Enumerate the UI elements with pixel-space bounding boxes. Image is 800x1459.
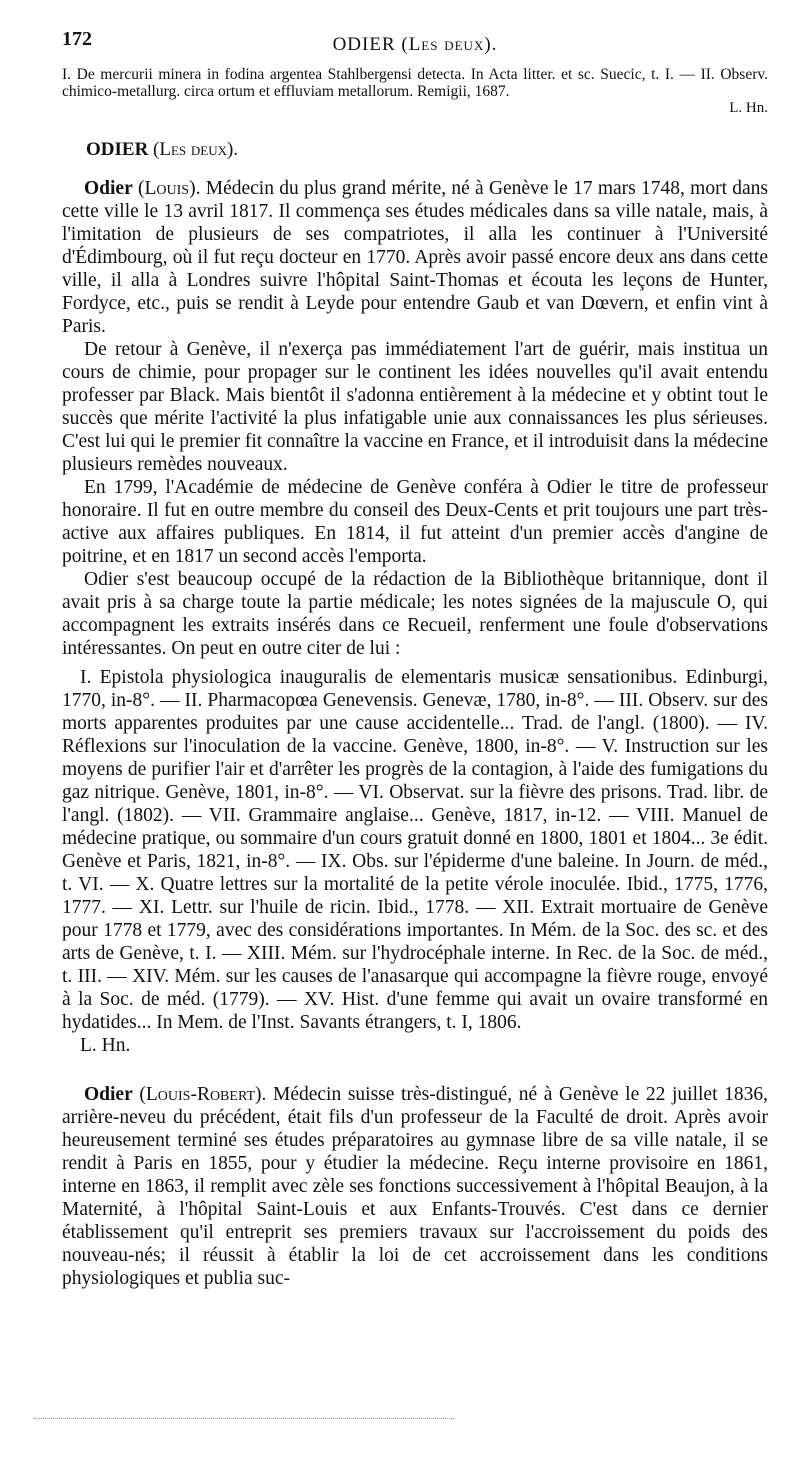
entry-paragraph: Odier (Louis-Robert). Médecin suisse très-distingué, né à Genève le 22 juillet 1836, arrière-neveu du précédent, était fils d'un professeur de la Faculté de droit. Après avoir heureusement terminé ses études préparatoires au gymnase libre de sa ville natale, il se rendit à Paris en 1855, pour y étudier la médecine. Reçu interne provisoire en 1861, interne en 1863, il remplit avec zèle ses fonctions successivement à l'hôpital Beaujon, à la Maternité, à l'hôpital Saint-Louis et aux Enfants-Trouvés. C'est dans ce dernier établissement qu'il entreprit ses premiers travaux sur l'accroissement du poids des nouveau-nés; il réussit à établir la loi de cet accroissement dans les conditions physiologiques et publia suc- bbox=[62, 1084, 768, 1289]
running-head bbox=[62, 24, 768, 66]
footer-rule bbox=[34, 1418, 454, 1419]
entry-louis-robert bbox=[62, 1083, 768, 1290]
page-number: 172 bbox=[62, 28, 92, 50]
document-page bbox=[62, 24, 768, 1290]
bibliography-text: I. Epistola physiologica inauguralis de elementaris musicæ sensationibus. Edinburgi, 1770, in-8°. — II. Pharmacopœa Genevensis. Genevæ, 1780, in-8°. — III. Observ. sur des morts apparentes produites par une cause accidentelle... Trad. de l'angl. (1800). — IV. Réflexions sur l'inoculation de la vaccine. Genève, 1800, in-8°. — V. Instruction sur les moyens de purifier l'air et d'arrêter les progrès de la contagion, à l'aide des fumigations du gaz nitrique. Genève, 1801, in-8°. — VI. Observat. sur la fièvre des prisons. Trad. libr. de l'angl. (1802). — VII. Grammaire anglaise... Genève, 1817, in-12. — VIII. Manuel de médecine pratique, ou sommaire d'un cours gratuit donné en 1800, 1801 et 1804... 3e édit. Genève et Paris, 1821, in-8°. — IX. Obs. sur l'épiderme d'une baleine. In Journ. de méd., t. VI. — X. Quatre lettres sur la mortalité de la petite vérole inoculée. Ibid., 1775, 1776, 1777. — XI. Lettr. sur l'huile de ricin. Ibid., 1778. — XII. Extrait mortuaire de Genève pour 1778 et 1779, avec des considérations importantes. In Mém. de la Soc. des sc. et des arts de Genève, t. I. — XIII. Mém. sur l'hydrocéphale interne. In Rec. de la Soc. de méd., t. III. — XIV. Mém. sur les causes de l'anasarque qui accompagne la fièvre rouge, envoyé à la Soc. de méd. (1779). — XV. Hist. d'une femme qui avait un ovaire transformé en hydatides... In Mem. de l'Inst. Savants étrangers, t. I, 1806. bbox=[62, 667, 768, 1033]
section-heading: ODIER (Les deux). bbox=[86, 139, 239, 160]
entry-headword: Odier bbox=[84, 178, 133, 199]
entry-signature: L. Hn. bbox=[80, 1035, 131, 1056]
entry-paragraph: En 1799, l'Académie de médecine de Genève conféra à Odier le titre de professeur honoraire. Il fut en outre membre du conseil des Deux-Cents et prit toujours une part très-active aux affaires publiques. En 1814, il fut atteint d'un premier accès d'angine de poitrine, et en 1817 un second accès l'emporta. bbox=[62, 477, 768, 567]
entry-name: (Louis). bbox=[138, 178, 201, 199]
entry-paragraph: Odier s'est beaucoup occupé de la rédaction de la Bibliothèque britannique, dont il avait pris à sa charge toute la partie médicale; les notes signées de la majuscule O, qui accompagnent les extraits insérés dans ce Recueil, renferment une foule d'observations intéressantes. On peut en outre citer de lui : bbox=[62, 569, 768, 659]
bibliography-notes bbox=[62, 666, 768, 1057]
previous-signature: L. Hn. bbox=[729, 100, 768, 116]
entry-paragraph: Odier (Louis). Médecin du plus grand mérite, né à Genève le 17 mars 1748, mort dans cette ville le 13 avril 1817. Il commença ses études médicales dans sa ville natale, mais, à l'imitation de plusieurs de ses compatriotes, il alla les continuer à l'Université d'Édimbourg, où il fut reçu docteur en 1770. Après avoir passé encore deux ans dans cette ville, il alla à Londres suivre l'hôpital Saint-Thomas et écouta les leçons de Hunter, Fordyce, etc., puis se rendit à Leyde pour entendre Gaub et van Dœvern, et enfin vint à Paris. bbox=[62, 178, 768, 337]
entry-paragraph: De retour à Genève, il n'exerça pas immédiatement l'art de guérir, mais institua un cours de chimie, pour propager sur le continent les idées nouvelles qu'il avait entendu professer par Black. Mais bientôt il s'adonna entièrement à la médecine et y obtint tout le succès que mérite l'activité la plus infatigable unie aux connaissances les plus sérieuses. C'est lui qui le premier fit connaître la vaccine en France, et il introduisit dans la médecine plusieurs remèdes nouveaux. bbox=[62, 339, 768, 475]
entry-headword: Odier bbox=[84, 1084, 133, 1105]
previous-bibliography: I. De mercurii minera in fodina argentea Stahlbergensi detecta. In Acta litter. et sc. Suecic, t. I. — II. Observ. chimico-metallurg. circa ortum et effluviam metallorum. Remigii, 1687. bbox=[62, 66, 768, 100]
entry-name: (Louis-Robert). bbox=[139, 1084, 267, 1105]
previous-entry-notes bbox=[62, 66, 768, 117]
running-title: ODIER (Les deux). bbox=[332, 34, 498, 55]
entry-louis bbox=[62, 177, 768, 1057]
